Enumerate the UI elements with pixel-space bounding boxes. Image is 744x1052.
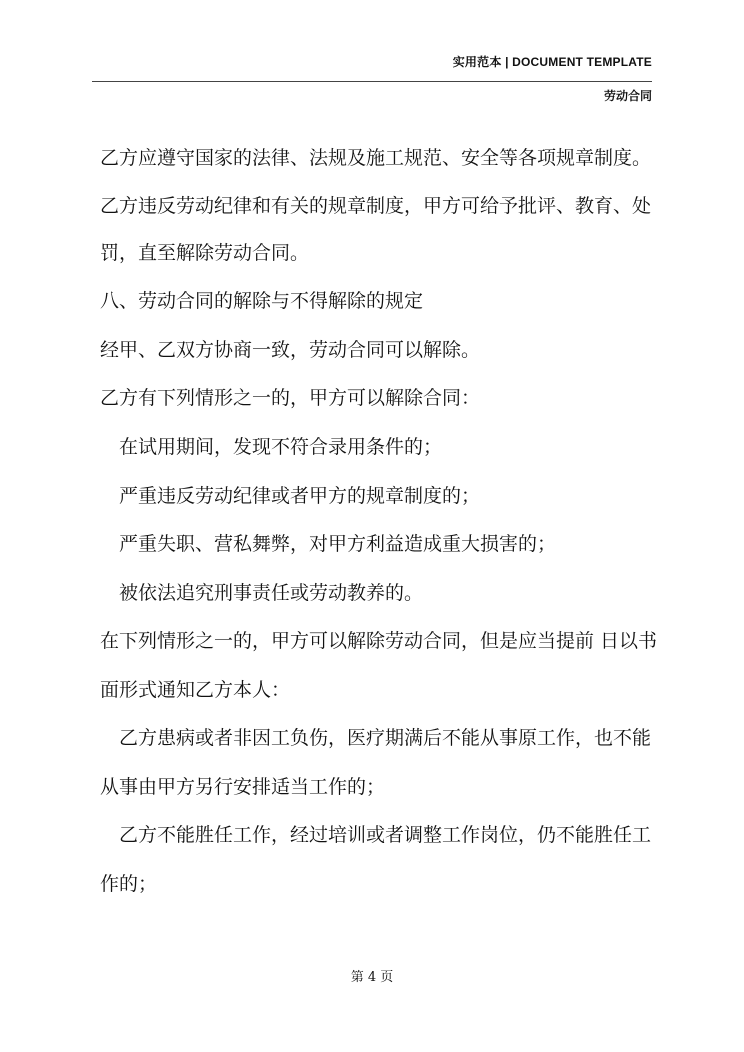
body-line: 从事由甲方另行安排适当工作的； [100,776,386,798]
body-line: 经甲、乙双方协商一致，劳动合同可以解除。 [100,339,481,361]
body-line: 乙方违反劳动纪律和有关的规章制度，甲方可给予批评、教育、处 [100,195,652,217]
body-line: 乙方有下列情形之一的，甲方可以解除合同： [100,387,481,409]
list-item: 严重违反劳动纪律或者甲方的规章制度的； [119,485,481,507]
body-line: 面形式通知乙方本人： [100,679,291,701]
body-line: 在下列情形之一的，甲方可以解除劳动合同，但是应当提前 日以书 [100,630,658,652]
header-subtitle: 劳动合同 [603,89,652,103]
section-heading: 八、劳动合同的解除与不得解除的规定 [100,290,424,312]
list-item: 乙方患病或者非因工负伤，医疗期满后不能从事原工作，也不能 [119,727,652,749]
body-line: 乙方应遵守国家的法律、法规及施工规范、安全等各项规章制度。 [100,147,652,169]
list-item: 被依法追究刑事责任或劳动教养的。 [119,582,424,604]
header-divider [92,81,652,82]
header-title: 实用范本 | DOCUMENT TEMPLATE [452,55,652,69]
page-number: 第 4 页 [350,970,394,985]
list-item: 在试用期间，发现不符合录用条件的； [119,436,443,458]
list-item: 乙方不能胜任工作，经过培训或者调整工作岗位，仍不能胜任工 [119,824,652,846]
body-line: 作的； [100,873,158,895]
list-item: 严重失职、营私舞弊，对甲方利益造成重大损害的； [119,533,557,555]
body-line: 罚，直至解除劳动合同。 [100,242,310,264]
